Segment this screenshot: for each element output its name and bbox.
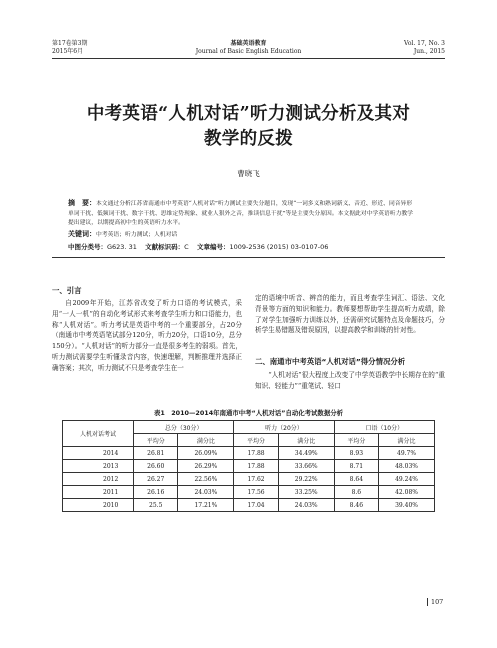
table-row <box>63 460 435 473</box>
section-2-body <box>255 370 445 392</box>
table-cell: 24.03% <box>178 486 234 499</box>
header-rule <box>52 58 445 59</box>
table-cell: 49.7% <box>379 447 435 460</box>
running-header-center <box>150 40 347 56</box>
table-caption: 表1 2010—2014年南通市中考“人机对话”自动化考试数据分析 <box>153 409 343 417</box>
table-cell: 17.88 <box>234 460 278 473</box>
section-1-heading: 一、引言 <box>52 286 82 295</box>
subheader: 平均分 <box>134 434 178 447</box>
year-cell: 2011 <box>63 486 134 499</box>
table-cell: 8.71 <box>334 460 378 473</box>
author-name: 曹晓飞 <box>237 169 260 178</box>
year-cell: 2012 <box>63 473 134 486</box>
year-cell: 2013 <box>63 460 134 473</box>
table-cell: 8.46 <box>334 499 378 512</box>
subheader: 满分比 <box>278 434 334 447</box>
table-cell: 26.16 <box>134 486 178 499</box>
clc-value: G623. 31 <box>107 243 137 251</box>
table-cell: 26.09% <box>178 447 234 460</box>
title-line-1: 中考英语“人机对话”听力测试分析及其对 <box>86 104 411 124</box>
table-cell: 17.62 <box>234 473 278 486</box>
continuation-paragraph: 定的语境中听音、辨音的能力，而且考查学生词汇、语法、文化背景等方面的知识和能力。教师要想帮助学生提高听力成绩，除了对学生加强听力训练以外，还需研究试题特点及命题技巧，分析学生易错题及错误原因，以提高教学和训练的针对性。 <box>255 294 445 335</box>
subheader: 平均分 <box>334 434 378 447</box>
doc-code-value: C <box>184 243 189 251</box>
running-header-left <box>52 40 87 56</box>
table-cell: 17.21% <box>178 499 234 512</box>
year-cell: 2010 <box>63 499 134 512</box>
abstract-label: 摘 要： <box>68 199 96 207</box>
table-cell: 48.03% <box>379 460 435 473</box>
table-cell: 33.66% <box>278 460 334 473</box>
table-cell: 26.60 <box>134 460 178 473</box>
journal-name-cn: 基础英语教育 <box>230 40 267 47</box>
table-cell: 25.5 <box>134 499 178 512</box>
keywords <box>68 229 177 239</box>
table-row <box>63 447 435 460</box>
year-cell: 2014 <box>63 447 134 460</box>
table-cell: 8.6 <box>334 486 378 499</box>
data-table <box>62 420 435 512</box>
table-cell: 39.40% <box>379 499 435 512</box>
keywords-label: 关键词： <box>68 230 96 238</box>
abstract-divider <box>52 257 445 258</box>
section-1-body <box>52 298 242 374</box>
volume-cn: 第17卷第3期 <box>52 40 88 47</box>
table-row <box>63 486 435 499</box>
table-cell: 8.64 <box>334 473 378 486</box>
abstract <box>68 199 416 229</box>
table-cell: 17.56 <box>234 486 278 499</box>
table-row <box>63 473 435 486</box>
doc-code-label: 文献标识码： <box>145 243 185 251</box>
subheader: 满分比 <box>178 434 234 447</box>
table-cell: 17.04 <box>234 499 278 512</box>
section-1-paragraph: 自2009年开始，江苏省改变了听力口语的考试模式，采用“一人一机”的自动化考试形式来考查学生听力和口语能力，也称“人机对话”。听力考试是英语中考的一个重要部分，占20分（南通市中考英语笔试部分120分，听力20分，口语10分，总分150分）。“人机对话”的听力部分一直是很多考生的弱项。首先，听力测试需要学生听懂录音内容，快速理解，判断推理并选择正确答案；其次，听力测试不只是考查学生在一 <box>52 299 242 372</box>
table-cell: 26.29% <box>178 460 234 473</box>
date-en: Jun., 2015 <box>413 48 445 55</box>
table-cell: 33.25% <box>278 486 334 499</box>
page-number: 107 <box>427 598 443 606</box>
table-cell: 34.49% <box>278 447 334 460</box>
volume-en: Vol. 17, No. 3 <box>404 40 445 47</box>
group-header-speaking: 口语（10分） <box>334 421 434 434</box>
article-title <box>60 102 437 152</box>
journal-name-en: Journal of Basic English Education <box>195 48 302 55</box>
table-cell: 26.81 <box>134 447 178 460</box>
article-number-value: 1009-2536 (2015) 03-0107-06 <box>229 243 329 251</box>
article-number-label: 文章编号： <box>196 243 230 251</box>
subheader: 满分比 <box>379 434 435 447</box>
table-cell: 8.93 <box>334 447 378 460</box>
table-cell: 24.03% <box>278 499 334 512</box>
classification-line <box>68 242 328 251</box>
table-cell: 29.22% <box>278 473 334 486</box>
running-header-right <box>404 40 445 56</box>
table-cell: 42.08% <box>379 486 435 499</box>
group-header-listening: 听力（20分） <box>234 421 334 434</box>
group-header-total: 总分（30分） <box>134 421 234 434</box>
section-2-heading: 二、南通市中考英语“人机对话”得分情况分析 <box>255 357 406 366</box>
clc-label: 中图分类号： <box>68 243 107 251</box>
subheader: 平均分 <box>234 434 278 447</box>
table-cell: 22.56% <box>178 473 234 486</box>
right-column-continuation <box>255 293 445 336</box>
abstract-text: 本文通过分析江苏省南通市中考英语“人机对话”听力测试主要失分题目，发现“一词多义和熟词新义、音近、形近、同音异形单词干扰、低频词干扰、数字干扰、思维定势现象、就业人狠外之音，推读信息干扰”等是主要失分原因。本文据此对中学英语听力教学提出建议，以期提高初中生的英语听力水平。 <box>68 201 413 226</box>
table-row <box>63 499 435 512</box>
date-cn: 2015年6月 <box>52 48 84 55</box>
section-2-paragraph: “人机对话”很大程度上改变了中学英语教学中长期存在的“重知识、轻能力”“重笔试、轻口 <box>255 371 445 390</box>
table-row-header: 人机对话考试 <box>63 421 134 447</box>
title-line-2: 教学的反拨 <box>204 129 293 149</box>
table-cell: 26.27 <box>134 473 178 486</box>
table-cell: 17.88 <box>234 447 278 460</box>
keywords-text: 中考英语；听力测试；人机对话 <box>96 232 178 238</box>
table-cell: 49.24% <box>379 473 435 486</box>
